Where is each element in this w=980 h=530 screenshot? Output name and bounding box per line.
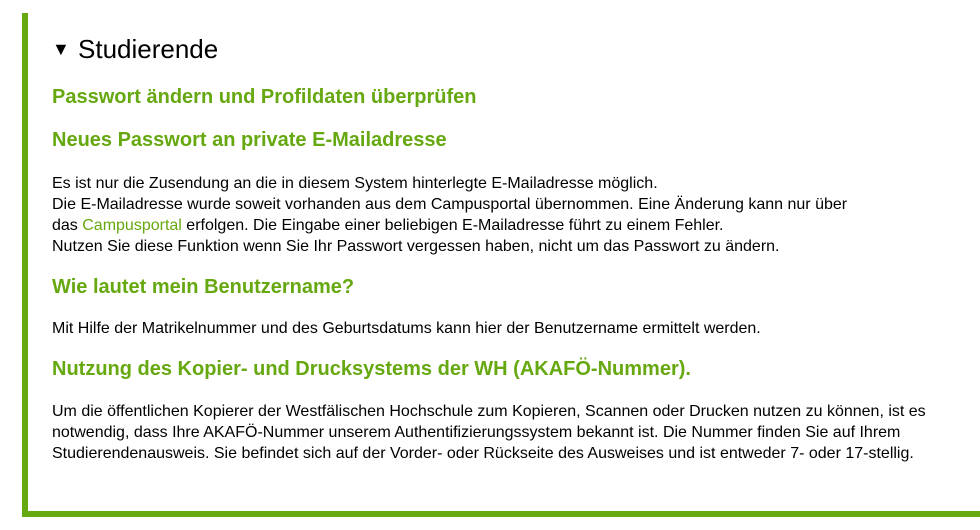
section-toggle[interactable] [52, 33, 218, 65]
new-password-line-3-prefix: das [52, 217, 83, 234]
triangle-down-icon[interactable]: ▼ [52, 39, 70, 59]
copy-system-description: Um die öffentlichen Kopierer der Westfälischen Hochschule zum Kopieren, Scannen oder Drucken nutzen zu können, ist es notwendig, dass Ihre AKAFÖ-Nummer unserem Authentifizierungssystem bekannt ist. Die Nummer finden Sie auf Ihrem Studierendenausweis. Sie befindet sich auf der Vorder- oder Rückseite des Ausweises und ist entweder 7- oder 17-stellig. [52, 403, 926, 462]
username-heading [52, 275, 354, 299]
new-password-line-3-suffix: erfolgen. Die Eingabe einer beliebigen E-Mailadresse führt zu einem Fehler. [181, 217, 724, 234]
username-description: Mit Hilfe der Matrikelnummer und des Geburtsdatums kann hier der Benutzername ermittelt werden. [52, 320, 761, 337]
copy-system-heading [52, 357, 691, 381]
new-password-line-1: Es ist nur die Zusendung an die in diesem System hinterlegte E-Mailadresse möglich. [52, 175, 658, 192]
new-password-line-2: Die E-Mailadresse wurde soweit vorhanden aus dem Campusportal übernommen. Eine Änderung kann nur über [52, 196, 848, 213]
change-password-heading [52, 85, 477, 109]
username-link[interactable]: Wie lautet mein Benutzername? [52, 276, 355, 298]
new-password-description [52, 173, 962, 257]
campusportal-link[interactable]: Campusportal [82, 217, 182, 234]
students-section-panel [22, 13, 980, 517]
new-password-link[interactable]: Neues Passwort an private E-Mailadresse [52, 129, 447, 151]
new-password-line-4: Nutzen Sie diese Funktion wenn Sie Ihr Passwort vergessen haben, nicht um das Passwort zu ändern. [52, 238, 780, 255]
copy-system-link[interactable]: Nutzung des Kopier- und Drucksystems der WH (AKAFÖ-Nummer). [52, 358, 691, 380]
change-password-link[interactable]: Passwort ändern und Profildaten überprüfen [52, 86, 477, 108]
new-password-heading [52, 128, 447, 152]
section-title[interactable]: Studierende [78, 34, 219, 64]
